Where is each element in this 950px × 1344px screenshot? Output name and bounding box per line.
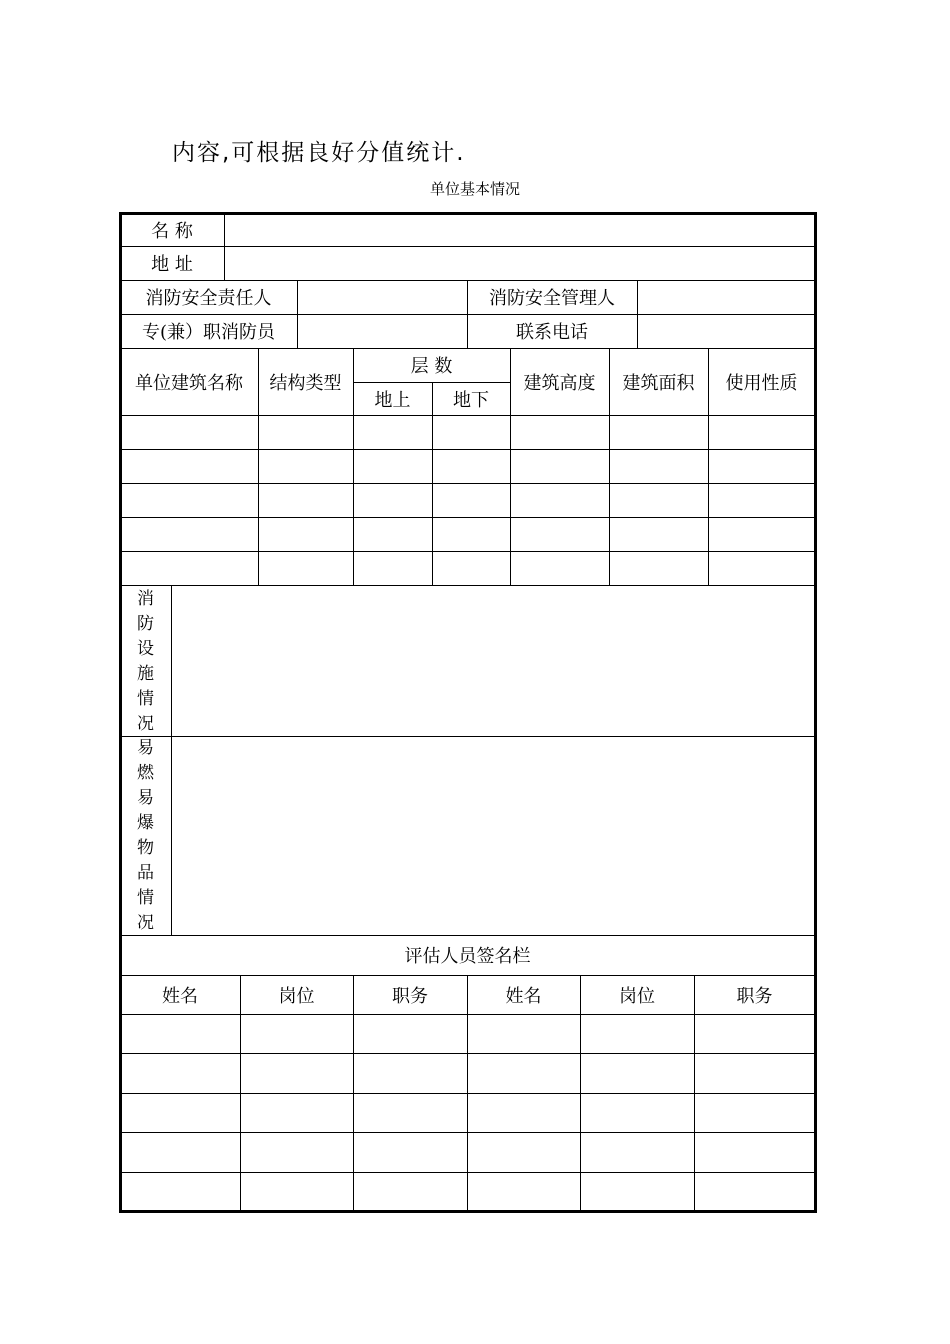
building-table-cell[interactable] xyxy=(258,483,353,517)
building-table-cell[interactable] xyxy=(609,551,708,585)
fire-safety-manager-field[interactable] xyxy=(637,280,815,314)
signature-table-cell[interactable] xyxy=(353,1172,467,1211)
signature-table-cell[interactable] xyxy=(120,1132,240,1172)
vertical-label-char: 况 xyxy=(137,913,154,933)
fire-safety-manager-label: 消防安全管理人 xyxy=(489,288,615,309)
intro-text: 内容,可根据良好分值统计. xyxy=(172,140,466,166)
building-table-cell[interactable] xyxy=(510,517,609,551)
building-table-cell[interactable] xyxy=(432,449,510,483)
signature-table-cell[interactable] xyxy=(694,1172,815,1211)
name-value-field[interactable] xyxy=(224,213,815,246)
vertical-label-char: 设 xyxy=(137,639,154,659)
vertical-label-char: 情 xyxy=(137,888,154,908)
signature-table-cell[interactable] xyxy=(120,1014,240,1053)
building-table-cell[interactable] xyxy=(609,517,708,551)
building-table-cell[interactable] xyxy=(432,517,510,551)
signature-table-cell[interactable] xyxy=(694,1053,815,1093)
structure-type-header: 结构类型 xyxy=(269,372,342,394)
signature-table-cell[interactable] xyxy=(467,1132,580,1172)
building-table-cell[interactable] xyxy=(708,551,815,585)
hazardous-materials-label xyxy=(120,736,171,936)
hazardous-materials-field[interactable] xyxy=(171,736,815,935)
signature-table-cell[interactable] xyxy=(467,1053,580,1093)
vertical-label-char: 况 xyxy=(137,714,154,734)
building-table-cell[interactable] xyxy=(120,415,258,449)
signature-table-cell[interactable] xyxy=(120,1172,240,1211)
signature-table-cell[interactable] xyxy=(580,1132,694,1172)
signature-table-cell[interactable] xyxy=(580,1014,694,1053)
signature-table-cell[interactable] xyxy=(467,1172,580,1211)
vertical-label-char: 施 xyxy=(137,664,154,684)
signature-table-cell[interactable] xyxy=(694,1132,815,1172)
building-table-cell[interactable] xyxy=(353,449,432,483)
building-table-cell[interactable] xyxy=(353,517,432,551)
building-table-cell[interactable] xyxy=(353,551,432,585)
name-label: 名 称 xyxy=(151,220,193,242)
vertical-label-char: 情 xyxy=(137,689,154,709)
building-table-cell[interactable] xyxy=(353,483,432,517)
building-table-cell[interactable] xyxy=(708,483,815,517)
vertical-label-char: 易 xyxy=(137,788,154,808)
phone-field[interactable] xyxy=(637,314,815,348)
fire-safety-responsible-label: 消防安全责任人 xyxy=(145,288,272,309)
vertical-label-char: 物 xyxy=(137,838,154,858)
signature-table-cell[interactable] xyxy=(694,1014,815,1053)
signature-table-cell[interactable] xyxy=(467,1093,580,1132)
fire-facilities-label xyxy=(120,587,171,737)
building-table-cell[interactable] xyxy=(510,483,609,517)
signature-table-cell[interactable] xyxy=(240,1172,353,1211)
fire-facilities-field[interactable] xyxy=(171,585,815,736)
building-table-cell[interactable] xyxy=(258,551,353,585)
signature-header-3: 姓名 xyxy=(505,985,542,1007)
phone-label: 联系电话 xyxy=(516,322,588,343)
signature-table-cell[interactable] xyxy=(353,1132,467,1172)
signature-table-cell[interactable] xyxy=(580,1172,694,1211)
building-table-cell[interactable] xyxy=(258,415,353,449)
building-name-header: 单位建筑名称 xyxy=(135,372,243,394)
building-table-cell[interactable] xyxy=(609,483,708,517)
signature-header-0: 姓名 xyxy=(162,985,198,1007)
vertical-label-char: 燃 xyxy=(137,763,154,783)
signature-header-4: 岗位 xyxy=(619,985,655,1007)
building-table-cell[interactable] xyxy=(120,449,258,483)
building-table-cell[interactable] xyxy=(609,415,708,449)
building-table-cell[interactable] xyxy=(708,449,815,483)
building-table-cell[interactable] xyxy=(510,449,609,483)
signature-table-cell[interactable] xyxy=(240,1014,353,1053)
signature-header-5: 职务 xyxy=(736,985,773,1007)
building-table-cell[interactable] xyxy=(510,415,609,449)
address-label: 地 址 xyxy=(151,254,193,275)
signature-table-cell[interactable] xyxy=(694,1093,815,1132)
building-table-cell[interactable] xyxy=(258,449,353,483)
building-table-cell[interactable] xyxy=(432,483,510,517)
building-table-cell[interactable] xyxy=(708,415,815,449)
signature-table-cell[interactable] xyxy=(240,1132,353,1172)
building-table-cell[interactable] xyxy=(120,551,258,585)
vertical-label-char: 消 xyxy=(137,589,154,609)
floors-header: 层 数 xyxy=(410,356,453,377)
building-height-header: 建筑高度 xyxy=(523,372,596,394)
building-area-header: 建筑面积 xyxy=(622,372,695,394)
vertical-label-char: 易 xyxy=(137,738,154,758)
signature-table-cell[interactable] xyxy=(580,1053,694,1093)
form-title: 单位基本情况 xyxy=(429,180,520,198)
fireman-field[interactable] xyxy=(297,314,467,348)
signature-table-cell[interactable] xyxy=(240,1053,353,1093)
signature-section-title: 评估人员签名栏 xyxy=(404,946,531,967)
signature-table-cell[interactable] xyxy=(353,1053,467,1093)
vertical-label-char: 爆 xyxy=(137,813,154,833)
signature-table-cell[interactable] xyxy=(353,1014,467,1053)
signature-table-cell[interactable] xyxy=(240,1093,353,1132)
vertical-label-char: 防 xyxy=(137,614,154,634)
building-table-cell[interactable] xyxy=(609,449,708,483)
floors-above-header: 地上 xyxy=(374,389,411,411)
signature-table-cell[interactable] xyxy=(467,1014,580,1053)
building-table-cell[interactable] xyxy=(120,483,258,517)
signature-table-cell[interactable] xyxy=(580,1093,694,1132)
fire-safety-responsible-field[interactable] xyxy=(297,280,467,314)
building-table-cell[interactable] xyxy=(432,415,510,449)
signature-table-cell[interactable] xyxy=(120,1053,240,1093)
fireman-label: 专(兼）职消防员 xyxy=(141,322,276,343)
floors-below-header: 地下 xyxy=(453,389,489,411)
signature-table-cell[interactable] xyxy=(120,1093,240,1132)
vertical-label-char: 品 xyxy=(137,863,154,883)
signature-table-cell[interactable] xyxy=(353,1093,467,1132)
building-table-cell[interactable] xyxy=(708,517,815,551)
building-table-cell[interactable] xyxy=(120,517,258,551)
signature-header-1: 岗位 xyxy=(278,985,315,1007)
building-table-cell[interactable] xyxy=(258,517,353,551)
building-table-cell[interactable] xyxy=(353,415,432,449)
address-value-field[interactable] xyxy=(224,246,815,280)
usage-header: 使用性质 xyxy=(725,372,798,394)
signature-header-2: 职务 xyxy=(392,985,428,1007)
building-table-cell[interactable] xyxy=(432,551,510,585)
building-table-cell[interactable] xyxy=(510,551,609,585)
